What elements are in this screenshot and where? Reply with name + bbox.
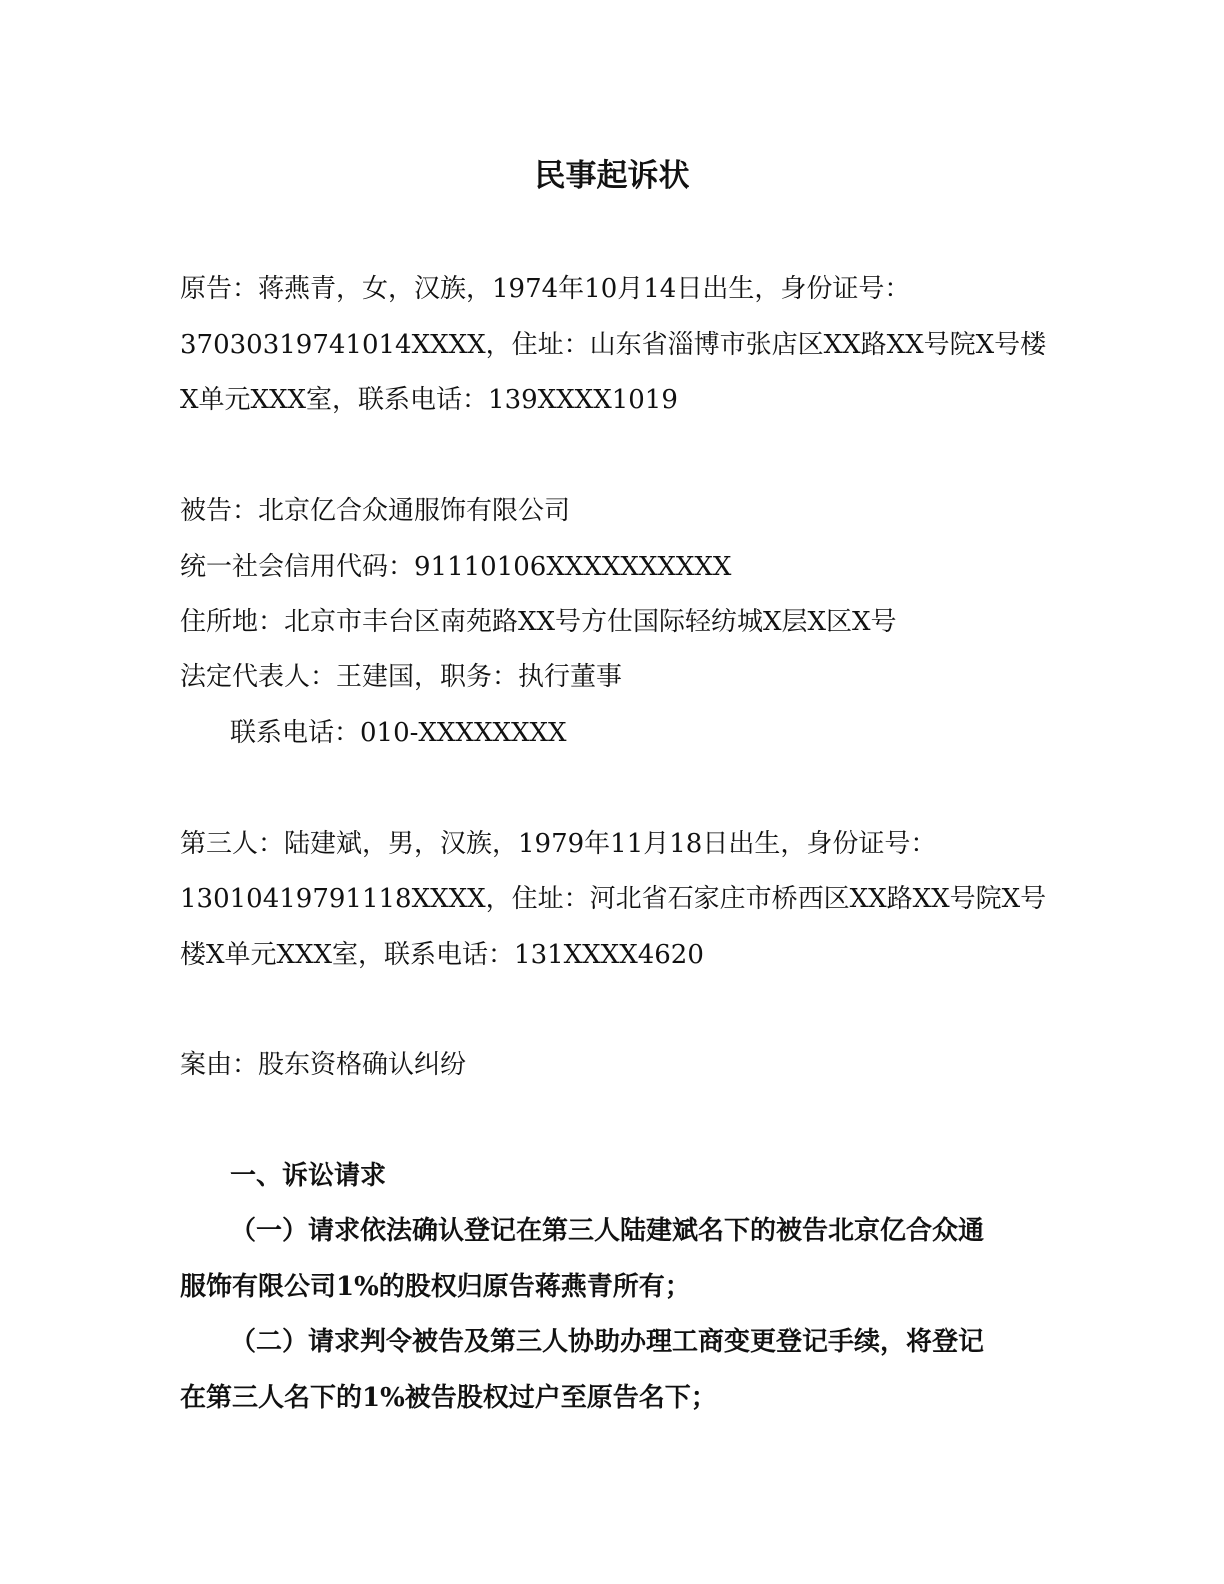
claims-heading: 一、诉讼请求	[230, 1161, 387, 1191]
defendant-credit-code: 统一社会信用代码：91110106XXXXXXXXXX	[180, 552, 732, 582]
claim-2-line-1: （二）请求判令被告及第三人协助办理工商变更登记手续，将登记	[230, 1327, 985, 1357]
claim-1-line-2: 服饰有限公司1%的股权归原告蒋燕青所有；	[180, 1272, 691, 1302]
document-title: 民事起诉状	[534, 158, 690, 194]
claim-1-line-1: （一）请求依法确认登记在第三人陆建斌名下的被告北京亿合众通	[230, 1216, 985, 1246]
defendant-address: 住所地：北京市丰台区南苑路XX号方仕国际轻纺城X层X区X号	[180, 607, 897, 637]
third-party-line-2: 13010419791118XXXX，住址：河北省石家庄市桥西区XX路XX号院X号	[180, 884, 1047, 914]
plaintiff-line-1: 原告：蒋燕青，女，汉族，1974年10月14日出生，身份证号：	[180, 274, 911, 304]
defendant-legal-rep: 法定代表人：王建国，职务：执行董事	[180, 662, 623, 692]
defendant-phone: 联系电话：010-XXXXXXXX	[230, 718, 567, 748]
defendant-name: 被告：北京亿合众通服饰有限公司	[180, 496, 571, 526]
plaintiff-line-3: X单元XXX室，联系电话：139XXXX1019	[180, 385, 678, 415]
plaintiff-line-2: 37030319741014XXXX，住址：山东省淄博市张店区XX路XX号院X号楼	[180, 330, 1047, 360]
third-party-line-1: 第三人：陆建斌，男，汉族，1979年11月18日出生，身份证号：	[180, 829, 937, 859]
case-cause: 案由：股东资格确认纠纷	[180, 1050, 467, 1080]
third-party-line-3: 楼X单元XXX室，联系电话：131XXXX4620	[180, 940, 704, 970]
claim-2-line-2: 在第三人名下的1%被告股权过户至原告名下；	[180, 1383, 717, 1413]
